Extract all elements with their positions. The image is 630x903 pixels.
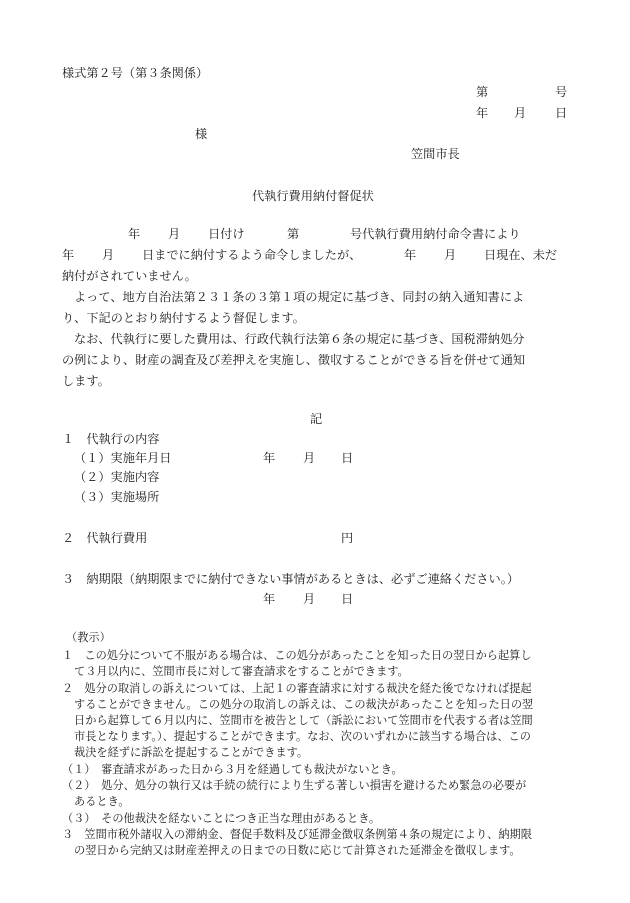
section1-item1: （１）実施年月日 bbox=[74, 451, 172, 465]
p1-nen: 年 bbox=[128, 227, 141, 241]
p1-dai: 第 bbox=[287, 227, 300, 241]
form-label: 様式第２号（第３条関係） bbox=[62, 66, 209, 80]
notice-line: １ この処分について不服がある場合は、この処分があったことを知った日の翌日から起算し bbox=[62, 649, 532, 662]
section1-item2: （２）実施内容 bbox=[74, 470, 160, 484]
p3-line1: なお、代執行に要した費用は、行政代執行法第６条の規定に基づき、国税滞納処分 bbox=[74, 332, 525, 346]
section1-item3: （３）実施場所 bbox=[74, 490, 160, 504]
p2-line2: り、下記のとおり納付するよう督促します。 bbox=[62, 311, 305, 325]
addressee-sama: 様 bbox=[195, 127, 208, 141]
p1-line2-nen2: 年 bbox=[404, 248, 417, 262]
section3-tsuki: 月 bbox=[303, 592, 316, 606]
p3-line3: します。 bbox=[62, 374, 110, 388]
notice-line: ３ 笠間市税外諸収入の滞納金、督促手数料及び延滞金徴収条例第４条の規定により、納期限 bbox=[62, 828, 532, 841]
notice-line: 日から起算して６月以内に、笠間市を被告として（訴訟において笠間市を代表する者は笠間 bbox=[74, 714, 533, 727]
p2-line1: よって、地方自治法第２３１条の３第１項の規定に基づき、同封の納入通知書によ bbox=[74, 290, 525, 304]
notice-line: （１） 審査請求があった日から３月を経過しても裁決がないとき。 bbox=[62, 763, 403, 776]
issue-number-dai: 第 bbox=[476, 85, 489, 99]
issue-date-tsuki: 月 bbox=[514, 106, 527, 120]
section2-heading: ２ 代執行費用 bbox=[62, 531, 148, 545]
p3-line2: の例により、財産の調査及び差押えを実施し、徴収することができる旨を併せて通知 bbox=[62, 353, 526, 367]
issue-number-go: 号 bbox=[555, 85, 568, 99]
section3-nen: 年 bbox=[263, 592, 276, 606]
p1-line2-tsuki: 月 bbox=[102, 248, 115, 262]
notice-line: ２ 処分の取消しの訴えについては、上記１の審査請求に対する裁決を経た後でなければ提起 bbox=[62, 682, 532, 695]
p1-line3: 納付がされていません。 bbox=[62, 269, 197, 283]
notice-line: 市長となります。）、提起することができます。なお、次のいずれかに該当する場合は、この bbox=[74, 730, 531, 743]
p1-line2-end: 日現在、未だ bbox=[484, 248, 558, 262]
issue-date-hi: 日 bbox=[555, 106, 568, 120]
sender-mayor: 笠間市長 bbox=[411, 147, 460, 161]
section1-item1-nen: 年 bbox=[263, 451, 276, 465]
section2-yen: 円 bbox=[341, 531, 354, 545]
p1-date-suffix: 日付け bbox=[208, 227, 245, 241]
section3-heading: ３ 納期限（納期限までに納付できない事情があるときは、必ずご連絡ください。） bbox=[62, 572, 520, 586]
notice-line: あるとき。 bbox=[74, 795, 130, 808]
document-title: 代執行費用納付督促状 bbox=[252, 189, 374, 203]
notice-line: て３月以内に、笠間市長に対して審査請求をすることができます。 bbox=[74, 665, 409, 678]
p1-line2-tsuki2: 月 bbox=[444, 248, 457, 262]
notice-line: することができません。この処分の取消しの訴えは、この裁決があったことを知った日の翌 bbox=[74, 698, 534, 711]
notice-heading: （教示） bbox=[66, 631, 111, 644]
p1-line2-middle: 日までに納付するよう命令しましたが、 bbox=[142, 248, 362, 262]
notice-line: 裁決を経ずに訴訟を提起することができます。 bbox=[74, 746, 309, 759]
section1-heading: １ 代執行の内容 bbox=[62, 432, 160, 446]
ki-heading: 記 bbox=[310, 412, 323, 426]
notice-line: の翌日から完納又は財産差押えの日までの日数に応じて計算された延滞金を徴収します。 bbox=[74, 844, 521, 857]
p1-line1-rest: 号代執行費用納付命令書により bbox=[350, 227, 521, 241]
issue-date-nen: 年 bbox=[476, 106, 489, 120]
p1-tsuki: 月 bbox=[168, 227, 181, 241]
section3-hi: 日 bbox=[341, 592, 354, 606]
section1-item1-tsuki: 月 bbox=[303, 451, 316, 465]
section1-item1-hi: 日 bbox=[341, 451, 354, 465]
p1-line2-nen: 年 bbox=[62, 248, 75, 262]
notice-line: （２） 処分、処分の執行又は手続の続行により生ずる著しい損害を避けるため緊急の必要が bbox=[62, 779, 527, 792]
notice-line: （３） その他裁決を経ないことにつき正当な理由があるとき。 bbox=[62, 812, 381, 825]
